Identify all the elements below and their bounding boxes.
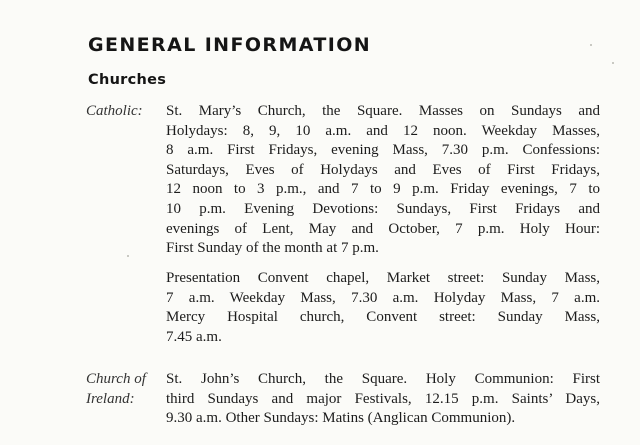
text-line: Holydays: 8, 9, 10 a.m. and 12 noon. Weekday Masses, [166,122,600,139]
label-line: Church of [86,371,146,387]
label-catholic [86,102,143,122]
text-line: Mercy Hospital church, Convent street: Sunday Mass, [166,309,600,326]
label-line: Ireland: [86,390,135,407]
text-line: St. John’s Church, the Square. Holy Communion: First [166,371,600,387]
text-line: evenings of Lent, May and October, 7 p.m. Holy Hour: [166,220,600,237]
paper-speck [127,255,129,257]
text-line: St. Mary’s Church, the Square. Masses on Sundays and [166,103,600,119]
text-line: 10 p.m. Evening Devotions: Sundays, First Fridays and [166,200,600,217]
paragraph-convent-chapels [166,269,600,347]
text-line: Presentation Convent chapel, Market street: Sunday Mass, [166,270,600,286]
paper-speck [590,44,592,46]
text-line: First Sunday of the month at 7 p.m. [166,240,379,257]
label-line: Catholic: [86,103,143,119]
paper-speck [612,62,614,64]
text-line: 12 noon to 3 p.m., and 7 to 9 p.m. Friday evenings, 7 to [166,181,600,198]
text-line: 7.45 a.m. [166,328,222,345]
paragraph-st-johns [166,370,600,429]
section-heading-churches: Churches [88,72,167,88]
label-church-of-ireland [86,370,146,409]
text-line: Saturdays, Eves of Holydays and Eves of First Fridays, [166,161,600,178]
text-line: third Sundays and major Festivals, 12.15 p.m. Saints’ Days, [166,390,600,407]
page-title: GENERAL INFORMATION [88,34,372,56]
text-line: 8 a.m. First Fridays, evening Mass, 7.30 p.m. Confessions: [166,142,600,159]
text-line: 7 a.m. Weekday Mass, 7.30 a.m. Holyday Mass, 7 a.m. [166,289,600,306]
paragraph-st-marys [166,102,600,259]
text-line: 9.30 a.m. Other Sundays: Matins (Anglican Communion). [166,410,516,427]
